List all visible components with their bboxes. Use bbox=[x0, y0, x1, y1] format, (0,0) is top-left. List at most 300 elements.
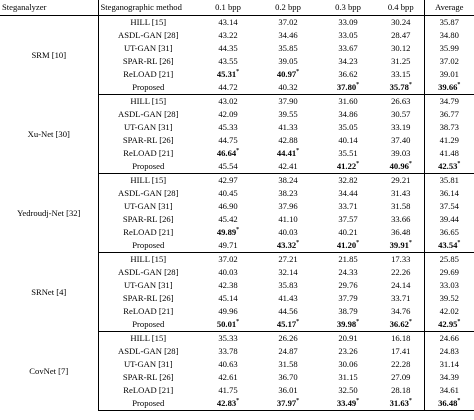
table-row bbox=[0, 16, 474, 30]
steganalyzer-cell: SRM [10] bbox=[0, 16, 98, 95]
value-0-4-bpp-cell bbox=[378, 239, 424, 253]
value-number: 36.77 bbox=[439, 109, 459, 119]
value-0-2-bpp-cell bbox=[258, 371, 318, 384]
value-number: 45.54 bbox=[218, 161, 238, 171]
significance-marker: * bbox=[356, 161, 360, 168]
value-number: 24.83 bbox=[439, 346, 459, 356]
value-number: 50.01 bbox=[216, 319, 237, 329]
value-number: 33.09 bbox=[338, 17, 358, 27]
significance-marker: * bbox=[356, 240, 360, 247]
value-0-2-bpp-cell bbox=[258, 160, 318, 174]
value-number: 35.99 bbox=[439, 43, 459, 53]
value-number: 26.26 bbox=[278, 333, 298, 343]
value-average-cell bbox=[424, 226, 474, 239]
value-0-3-bpp-cell bbox=[318, 305, 378, 318]
value-0-1-bpp-cell bbox=[198, 384, 258, 397]
value-0-2-bpp-cell bbox=[258, 16, 318, 30]
significance-marker: * bbox=[408, 398, 412, 405]
value-0-3-bpp-cell bbox=[318, 81, 378, 95]
header-row bbox=[0, 0, 474, 16]
value-number: 30.06 bbox=[338, 359, 358, 369]
value-0-1-bpp-cell bbox=[198, 358, 258, 371]
value-number: 36.62 bbox=[389, 319, 409, 329]
value-0-1-bpp-cell bbox=[198, 266, 258, 279]
value-number: 39.55 bbox=[278, 109, 298, 119]
value-number: 22.28 bbox=[391, 359, 411, 369]
method-cell: ASDL-GAN [28] bbox=[118, 346, 179, 356]
value-0-1-bpp-cell bbox=[198, 371, 258, 384]
value-number: 31.14 bbox=[439, 359, 459, 369]
value-number: 41.48 bbox=[439, 148, 459, 158]
value-number: 45.14 bbox=[218, 293, 238, 303]
value-average-cell bbox=[424, 239, 474, 253]
value-number: 35.81 bbox=[439, 175, 459, 185]
value-number: 31.15 bbox=[338, 372, 358, 382]
value-number: 42.09 bbox=[218, 109, 238, 119]
value-number: 40.45 bbox=[218, 188, 238, 198]
method-cell: HILL [15] bbox=[130, 17, 167, 27]
value-0-3-bpp-cell bbox=[318, 332, 378, 346]
method-cell: SPAR-RL [26] bbox=[122, 56, 174, 66]
value-number: 32.50 bbox=[338, 385, 358, 395]
significance-marker: * bbox=[457, 161, 461, 168]
value-average-cell bbox=[424, 81, 474, 95]
steganalyzer-cell: CovNet [7] bbox=[0, 332, 98, 411]
significance-marker: * bbox=[457, 398, 461, 405]
value-number: 31.58 bbox=[278, 359, 298, 369]
value-0-3-bpp-cell bbox=[318, 95, 378, 109]
value-number: 32.14 bbox=[278, 267, 298, 277]
value-number: 41.10 bbox=[278, 214, 298, 224]
significance-marker: * bbox=[408, 161, 412, 168]
value-0-3-bpp-cell bbox=[318, 29, 378, 42]
method-cell: Proposed bbox=[98, 397, 198, 411]
value-number: 35.51 bbox=[338, 148, 358, 158]
value-number: 37.90 bbox=[278, 96, 298, 106]
table-row bbox=[0, 95, 474, 109]
value-number: 22.26 bbox=[391, 267, 411, 277]
value-number: 28.18 bbox=[391, 385, 411, 395]
value-number: 25.85 bbox=[439, 254, 459, 264]
value-0-3-bpp-cell bbox=[318, 42, 378, 55]
value-average-cell bbox=[424, 292, 474, 305]
method-cell: HILL [15] bbox=[130, 333, 167, 343]
value-0-3-bpp-cell bbox=[318, 174, 378, 188]
value-0-2-bpp-cell bbox=[258, 279, 318, 292]
value-number: 43.54 bbox=[438, 240, 458, 250]
value-number: 36.62 bbox=[338, 69, 358, 79]
value-number: 28.47 bbox=[391, 30, 411, 40]
value-0-3-bpp-cell bbox=[318, 318, 378, 332]
value-number: 20.91 bbox=[338, 333, 358, 343]
value-0-4-bpp-cell bbox=[378, 134, 424, 147]
value-0-1-bpp-cell bbox=[198, 108, 258, 121]
value-0-2-bpp-cell bbox=[258, 187, 318, 200]
value-average-cell bbox=[424, 253, 474, 267]
value-0-2-bpp-cell bbox=[258, 305, 318, 318]
value-0-4-bpp-cell bbox=[378, 226, 424, 239]
value-number: 33.71 bbox=[391, 293, 411, 303]
value-0-1-bpp-cell bbox=[198, 134, 258, 147]
value-0-2-bpp-cell bbox=[258, 55, 318, 68]
value-0-3-bpp-cell bbox=[318, 16, 378, 30]
value-number: 33.67 bbox=[338, 43, 358, 53]
value-number: 37.54 bbox=[439, 201, 459, 211]
value-number: 49.89 bbox=[216, 227, 237, 237]
value-0-2-bpp-cell bbox=[258, 266, 318, 279]
value-number: 42.61 bbox=[218, 372, 238, 382]
value-average-cell bbox=[424, 95, 474, 109]
value-number: 33.15 bbox=[391, 69, 411, 79]
value-0-1-bpp-cell bbox=[198, 95, 258, 109]
value-0-1-bpp-cell bbox=[198, 55, 258, 68]
value-number: 41.20 bbox=[336, 240, 357, 250]
table-row bbox=[0, 253, 474, 267]
value-number: 39.01 bbox=[439, 69, 459, 79]
value-0-4-bpp-cell bbox=[378, 108, 424, 121]
value-0-2-bpp-cell bbox=[258, 147, 318, 160]
method-cell: ReLOAD [21] bbox=[123, 306, 174, 316]
value-number: 32.82 bbox=[338, 175, 358, 185]
value-average-cell bbox=[424, 332, 474, 346]
value-number: 44.75 bbox=[218, 135, 238, 145]
value-0-4-bpp-cell bbox=[378, 397, 424, 411]
value-average-cell bbox=[424, 213, 474, 226]
header-0-4-bpp: 0.4 bpp bbox=[378, 0, 424, 16]
value-number: 42.02 bbox=[439, 306, 459, 316]
significance-marker: * bbox=[296, 148, 300, 155]
value-average-cell bbox=[424, 160, 474, 174]
value-0-4-bpp-cell bbox=[378, 213, 424, 226]
value-average-cell bbox=[424, 134, 474, 147]
value-0-1-bpp-cell bbox=[198, 121, 258, 134]
value-0-3-bpp-cell bbox=[318, 108, 378, 121]
value-number: 45.42 bbox=[218, 214, 238, 224]
header-steganalyzer: Steganalyzer bbox=[0, 0, 98, 16]
value-0-3-bpp-cell bbox=[318, 266, 378, 279]
method-cell: Proposed bbox=[98, 239, 198, 253]
value-0-2-bpp-cell bbox=[258, 29, 318, 42]
value-0-4-bpp-cell bbox=[378, 318, 424, 332]
method-cell: SPAR-RL [26] bbox=[122, 135, 174, 145]
value-number: 37.79 bbox=[338, 293, 358, 303]
value-number: 42.53 bbox=[438, 161, 458, 171]
value-number: 40.63 bbox=[218, 359, 238, 369]
value-number: 30.57 bbox=[391, 109, 411, 119]
value-0-2-bpp-cell bbox=[258, 200, 318, 213]
value-number: 16.18 bbox=[391, 333, 411, 343]
value-number: 43.14 bbox=[218, 17, 238, 27]
value-0-3-bpp-cell bbox=[318, 253, 378, 267]
value-number: 29.21 bbox=[391, 175, 411, 185]
value-number: 36.01 bbox=[278, 385, 298, 395]
value-0-3-bpp-cell bbox=[318, 68, 378, 81]
value-number: 24.14 bbox=[391, 280, 411, 290]
value-number: 33.66 bbox=[391, 214, 411, 224]
header-average: Average bbox=[424, 0, 474, 16]
value-0-3-bpp-cell bbox=[318, 160, 378, 174]
significance-marker: * bbox=[457, 82, 461, 89]
value-number: 49.71 bbox=[218, 240, 238, 250]
value-number: 41.33 bbox=[278, 122, 298, 132]
value-number: 29.69 bbox=[439, 267, 459, 277]
value-average-cell bbox=[424, 42, 474, 55]
value-average-cell bbox=[424, 358, 474, 371]
method-cell: HILL [15] bbox=[130, 96, 167, 106]
value-number: 34.39 bbox=[439, 372, 459, 382]
value-number: 49.96 bbox=[218, 306, 238, 316]
value-average-cell bbox=[424, 305, 474, 318]
value-number: 36.48 bbox=[438, 398, 458, 408]
value-average-cell bbox=[424, 371, 474, 384]
value-number: 34.46 bbox=[278, 30, 298, 40]
value-0-1-bpp-cell bbox=[198, 397, 258, 411]
value-number: 46.90 bbox=[218, 201, 238, 211]
significance-marker: * bbox=[457, 240, 461, 247]
method-cell: ASDL-GAN [28] bbox=[118, 267, 179, 277]
value-number: 40.97 bbox=[276, 69, 297, 79]
value-number: 24.33 bbox=[338, 267, 358, 277]
method-cell: UT-GAN [31] bbox=[123, 280, 173, 290]
value-0-3-bpp-cell bbox=[318, 279, 378, 292]
table-row bbox=[0, 332, 474, 346]
value-number: 35.33 bbox=[218, 333, 238, 343]
value-number: 36.48 bbox=[391, 227, 411, 237]
value-number: 30.12 bbox=[391, 43, 411, 53]
value-0-4-bpp-cell bbox=[378, 279, 424, 292]
value-0-2-bpp-cell bbox=[258, 174, 318, 188]
value-0-3-bpp-cell bbox=[318, 371, 378, 384]
value-number: 45.33 bbox=[218, 122, 238, 132]
method-cell: Proposed bbox=[98, 318, 198, 332]
value-number: 39.52 bbox=[439, 293, 459, 303]
value-number: 40.03 bbox=[278, 227, 298, 237]
value-0-1-bpp-cell bbox=[198, 213, 258, 226]
method-cell: ReLOAD [21] bbox=[123, 69, 174, 79]
value-number: 21.85 bbox=[338, 254, 358, 264]
method-cell: ASDL-GAN [28] bbox=[118, 30, 179, 40]
significance-marker: * bbox=[356, 82, 360, 89]
value-0-4-bpp-cell bbox=[378, 55, 424, 68]
value-0-1-bpp-cell bbox=[198, 147, 258, 160]
value-0-3-bpp-cell bbox=[318, 239, 378, 253]
value-0-4-bpp-cell bbox=[378, 160, 424, 174]
value-number: 33.49 bbox=[336, 398, 357, 408]
value-0-1-bpp-cell bbox=[198, 305, 258, 318]
significance-marker: * bbox=[408, 319, 412, 326]
value-number: 37.02 bbox=[218, 254, 238, 264]
value-number: 40.03 bbox=[218, 267, 238, 277]
value-number: 37.96 bbox=[278, 201, 298, 211]
value-0-1-bpp-cell bbox=[198, 279, 258, 292]
value-0-1-bpp-cell bbox=[198, 200, 258, 213]
value-0-1-bpp-cell bbox=[198, 29, 258, 42]
value-0-4-bpp-cell bbox=[378, 29, 424, 42]
value-average-cell bbox=[424, 174, 474, 188]
value-number: 33.78 bbox=[218, 346, 238, 356]
value-number: 39.03 bbox=[391, 148, 411, 158]
value-0-1-bpp-cell bbox=[198, 68, 258, 81]
value-number: 35.78 bbox=[389, 82, 409, 92]
value-0-4-bpp-cell bbox=[378, 95, 424, 109]
significance-marker: * bbox=[408, 82, 412, 89]
value-0-1-bpp-cell bbox=[198, 174, 258, 188]
value-0-3-bpp-cell bbox=[318, 121, 378, 134]
value-number: 35.83 bbox=[278, 280, 298, 290]
value-0-3-bpp-cell bbox=[318, 187, 378, 200]
value-0-3-bpp-cell bbox=[318, 384, 378, 397]
value-number: 41.43 bbox=[278, 293, 298, 303]
value-number: 41.29 bbox=[439, 135, 459, 145]
value-0-4-bpp-cell bbox=[378, 253, 424, 267]
value-number: 39.66 bbox=[438, 82, 458, 92]
value-number: 35.87 bbox=[439, 17, 459, 27]
value-0-1-bpp-cell bbox=[198, 226, 258, 239]
value-0-2-bpp-cell bbox=[258, 292, 318, 305]
value-0-4-bpp-cell bbox=[378, 266, 424, 279]
value-0-4-bpp-cell bbox=[378, 358, 424, 371]
value-0-1-bpp-cell bbox=[198, 42, 258, 55]
value-average-cell bbox=[424, 121, 474, 134]
value-number: 40.96 bbox=[389, 161, 409, 171]
value-number: 39.05 bbox=[278, 56, 298, 66]
value-number: 36.65 bbox=[439, 227, 459, 237]
value-average-cell bbox=[424, 108, 474, 121]
value-0-4-bpp-cell bbox=[378, 384, 424, 397]
value-0-2-bpp-cell bbox=[258, 397, 318, 411]
value-number: 24.87 bbox=[278, 346, 298, 356]
method-cell: HILL [15] bbox=[130, 254, 167, 264]
value-number: 31.58 bbox=[391, 201, 411, 211]
value-number: 43.22 bbox=[218, 30, 238, 40]
value-number: 41.22 bbox=[336, 161, 357, 171]
value-number: 42.83 bbox=[216, 398, 237, 408]
value-0-2-bpp-cell bbox=[258, 358, 318, 371]
value-0-1-bpp-cell bbox=[198, 160, 258, 174]
value-number: 40.14 bbox=[338, 135, 358, 145]
significance-marker: * bbox=[296, 319, 300, 326]
value-0-4-bpp-cell bbox=[378, 292, 424, 305]
significance-marker: * bbox=[356, 319, 360, 326]
value-number: 44.35 bbox=[218, 43, 238, 53]
value-average-cell bbox=[424, 384, 474, 397]
value-0-4-bpp-cell bbox=[378, 68, 424, 81]
value-average-cell bbox=[424, 187, 474, 200]
table-header bbox=[0, 0, 474, 16]
header-0-1-bpp: 0.1 bpp bbox=[198, 0, 258, 16]
value-number: 35.05 bbox=[338, 122, 358, 132]
significance-marker: * bbox=[236, 319, 240, 326]
value-0-2-bpp-cell bbox=[258, 345, 318, 358]
value-0-4-bpp-cell bbox=[378, 332, 424, 346]
value-0-2-bpp-cell bbox=[258, 121, 318, 134]
value-number: 37.02 bbox=[278, 17, 298, 27]
value-number: 38.24 bbox=[278, 175, 298, 185]
value-number: 31.60 bbox=[338, 96, 358, 106]
method-cell: UT-GAN [31] bbox=[123, 359, 173, 369]
value-0-3-bpp-cell bbox=[318, 345, 378, 358]
value-0-1-bpp-cell bbox=[198, 253, 258, 267]
value-number: 42.95 bbox=[438, 319, 458, 329]
value-number: 39.44 bbox=[439, 214, 459, 224]
value-0-1-bpp-cell bbox=[198, 239, 258, 253]
significance-marker: * bbox=[296, 69, 300, 76]
value-number: 36.70 bbox=[278, 372, 298, 382]
value-average-cell bbox=[424, 345, 474, 358]
value-number: 42.97 bbox=[218, 175, 238, 185]
header-0-3-bpp: 0.3 bpp bbox=[318, 0, 378, 16]
method-cell: SPAR-RL [26] bbox=[122, 293, 174, 303]
value-number: 34.80 bbox=[439, 30, 459, 40]
value-0-1-bpp-cell bbox=[198, 332, 258, 346]
value-number: 34.76 bbox=[391, 306, 411, 316]
value-number: 37.80 bbox=[336, 82, 357, 92]
value-number: 17.41 bbox=[391, 346, 411, 356]
value-0-3-bpp-cell bbox=[318, 147, 378, 160]
value-number: 42.88 bbox=[278, 135, 298, 145]
significance-marker: * bbox=[356, 398, 360, 405]
method-cell: UT-GAN [31] bbox=[123, 43, 173, 53]
value-number: 42.41 bbox=[278, 161, 298, 171]
value-number: 37.57 bbox=[338, 214, 358, 224]
value-number: 29.76 bbox=[338, 280, 358, 290]
value-number: 44.41 bbox=[276, 148, 297, 158]
value-number: 45.17 bbox=[276, 319, 297, 329]
method-cell: ASDL-GAN [28] bbox=[118, 188, 179, 198]
value-0-1-bpp-cell bbox=[198, 81, 258, 95]
value-0-4-bpp-cell bbox=[378, 42, 424, 55]
value-number: 34.86 bbox=[338, 109, 358, 119]
value-number: 42.38 bbox=[218, 280, 238, 290]
value-number: 17.33 bbox=[391, 254, 411, 264]
value-0-3-bpp-cell bbox=[318, 213, 378, 226]
header-0-2-bpp: 0.2 bpp bbox=[258, 0, 318, 16]
value-number: 46.64 bbox=[216, 148, 237, 158]
value-0-3-bpp-cell bbox=[318, 358, 378, 371]
value-number: 37.97 bbox=[276, 398, 297, 408]
significance-marker: * bbox=[236, 227, 240, 234]
table-body bbox=[0, 16, 474, 411]
method-cell: UT-GAN [31] bbox=[123, 201, 173, 211]
steganalyzer-cell: Yedroudj-Net [32] bbox=[0, 174, 98, 253]
value-0-4-bpp-cell bbox=[378, 147, 424, 160]
steganalyzer-cell: Xu-Net [30] bbox=[0, 95, 98, 174]
value-0-2-bpp-cell bbox=[258, 68, 318, 81]
value-number: 39.98 bbox=[336, 319, 357, 329]
value-0-2-bpp-cell bbox=[258, 226, 318, 239]
value-0-2-bpp-cell bbox=[258, 384, 318, 397]
value-0-1-bpp-cell bbox=[198, 345, 258, 358]
value-number: 37.02 bbox=[439, 56, 459, 66]
value-0-1-bpp-cell bbox=[198, 187, 258, 200]
value-number: 40.32 bbox=[278, 82, 298, 92]
value-number: 24.66 bbox=[439, 333, 459, 343]
value-average-cell bbox=[424, 397, 474, 411]
method-cell: HILL [15] bbox=[130, 175, 167, 185]
value-number: 43.02 bbox=[218, 96, 238, 106]
significance-marker: * bbox=[296, 398, 300, 405]
steganalyzer-cell: SRNet [4] bbox=[0, 253, 98, 332]
value-0-1-bpp-cell bbox=[198, 292, 258, 305]
method-cell: Proposed bbox=[98, 81, 198, 95]
value-0-3-bpp-cell bbox=[318, 55, 378, 68]
value-number: 33.71 bbox=[338, 201, 358, 211]
value-number: 31.63 bbox=[389, 398, 409, 408]
method-cell: UT-GAN [31] bbox=[123, 122, 173, 132]
value-0-2-bpp-cell bbox=[258, 108, 318, 121]
value-0-3-bpp-cell bbox=[318, 200, 378, 213]
value-average-cell bbox=[424, 55, 474, 68]
